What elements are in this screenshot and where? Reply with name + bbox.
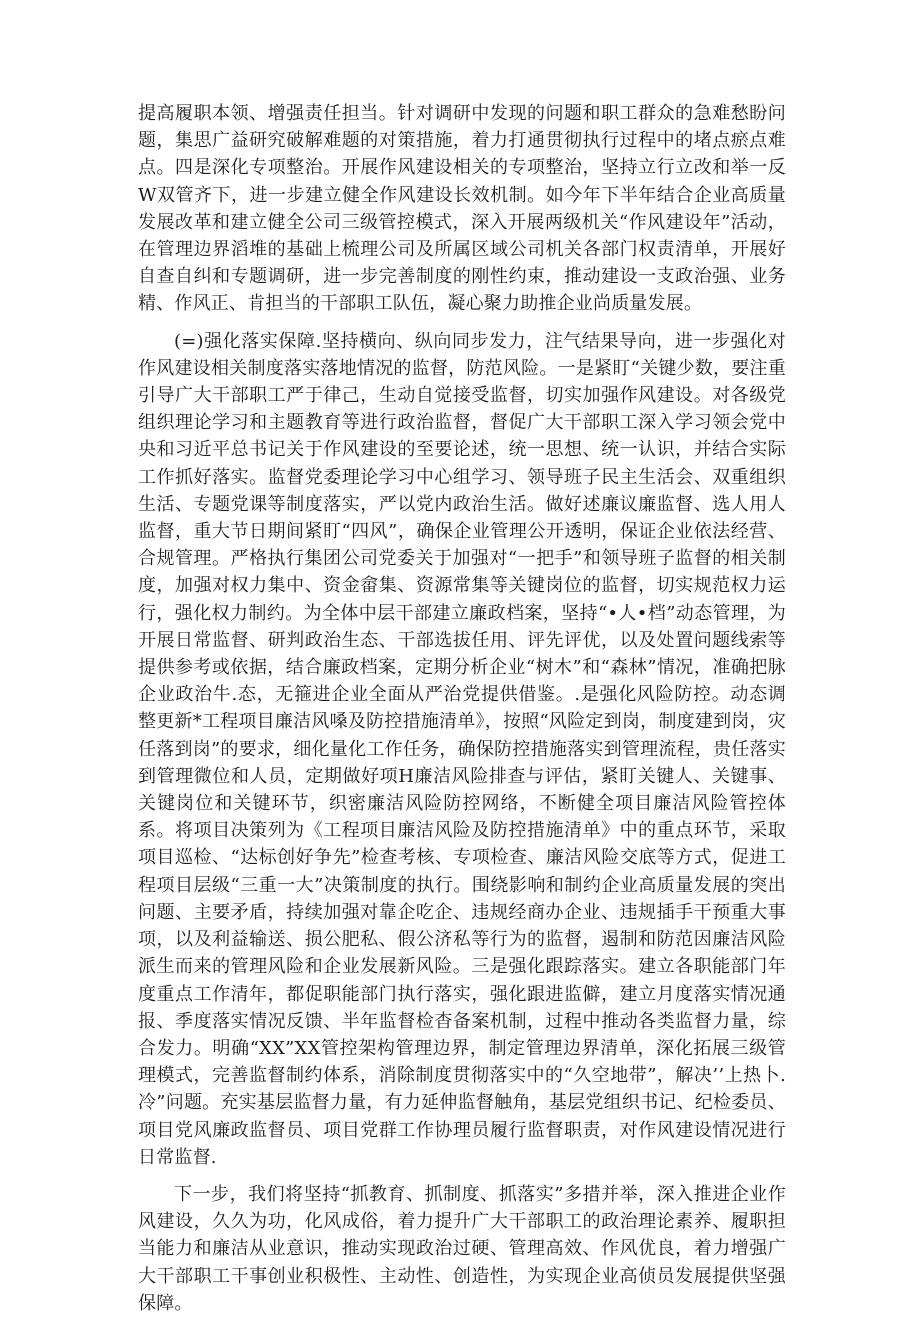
paragraph-next-steps: 下一步，我们将坚持“抓教育、抓制度、抓落实”多措并举，深入推进企业作风建设，久久为功，化风成俗，着力提升广大干部职工的政治理论素养、履职担当能力和廉洁从业意识，推动实现政治过硬、管理高效、作风优良，着力增强广大干部职工干事创业积极性、主动性、创造性，为实现企业高侦员发展提供坚强保障。 <box>138 1183 786 1314</box>
document-body <box>138 100 786 1317</box>
paragraph-strengthen-implementation: (=)强化落实保障.坚持横向、纵向同步发力，注气结果导向，进一步强化对作风建设相关制度落实落地情况的监督，防范风险。一是紧盯“关键少数，要注重引导广大干部职工严于律己，生动自觉接受监督，切实加强作风建设。对各级党组织理论学习和主题教育等进行政治监督，督促广大干部职工深入学习领会党中央和习近平总书记关于作风建设的至要论述，统一思想、统一认识，并结合实际工作抓好落实。监督党委理论学习中心组学习、领导班子民主生活会、双重组织生活、专题党课等制度落实，严以党内政治生活。做好述廉议廉监督、选人用人监督，重大节日期间紧盯“四风”，确保企业管理公开透明，保证企业依法经营、合规管理。严格执行集团公司党委关于加强对“一把手”和领导班子监督的相关制度，加强对权力集中、资金畲集、资源常集等关键岗位的监督，切实规范权力运行，强化权力制约。为全体中层干部建立廉政档案，坚持“•人•档”动态管理，为开展日常监督、研判政治生态、干部选拔任用、评先评优，以及处置问题线索等提供参考或依据，结合廉政档案，定期分析企业“树木”和“森林”情况，准确把脉企业政治牛.态，无箍进企业全面从严治党提供借鉴。.是强化风险防控。动态调整更新*工程项目廉洁风嗓及防控措施清单》，按照“风险定到岗，制度建到岗，灾任落到岗”的要求，细化量化工作任务，确保防控措施落实到管理流程，贵任落实到管理微位和人员，定期做好项H廉洁风险排查与评估，紧盯关键人、关键事、关键岗位和关键环节，织密廉洁风险防控网络，不断健全项目廉洁风险管控体系。将项目决策列为《工程项目廉洁风险及防控措施清单》中的重点环节，采取项目巡检、“达标创好争先”检查考核、专项检查、廉洁风险交底等方式，促进工程项目层级“三重一大”决策制度的执行。围绕影响和制约企业高质量发展的突出问题、主要矛盾，持续加强对靠企吃企、违规经商办企业、违规插手干预重大事项，以及利益输送、损公肥私、假公济私等行为的监督，遏制和防范因廉洁风险派生而来的管理风险和企业发展新风险。三是强化跟踪落实。建立各职能部门年度重点工作清年，都促职能部门执行落实，强化跟进监僻，建立月度落实情况通报、季度落实情况反馈、半年监督检杳备案机制，过程中推动各类监督力量，综合发力。明确“XX”XX管控架构管理边界，制定管理边界清单，深化拓展三级管理模式，完善监督制约体系，消除制度贯彻落实中的“久空地带”，解决’’上热卜.冷”问题。充实基层监督力量，有力延伸监督触角，基层党组织书记、纪检委员、项目党风廉政监督员、项目党群工作协理员履行监督职责，对作风建设情况进行日常监督. <box>138 330 786 1168</box>
paragraph-continuation: 提高履职本领、增强责任担当。针对调研中发现的问题和职工群众的急难愁盼问题，集思广益研究破解难题的对策措施，着力打通贯彻执行过程中的堵点瘀点难点。四是深化专项整治。开展作风建设相关的专项整治，坚持立行立改和举一反W双管齐下，进一步建立健全作风建设长效机制。如今年下半年结合企业高质量发展改革和建立健全公司三级管控模式，深入开展两级机关“作风建设年”活动，在管理边界滔堆的基础上梳理公司及所属区域公司机关各部门权责清单，开展好自查自纠和专题调研，进一步完善制度的刚性约束，推动建设一支政治强、业务精、作风正、肯担当的干部职工队伍，凝心聚力助推企业尚质量发展。 <box>138 103 786 315</box>
